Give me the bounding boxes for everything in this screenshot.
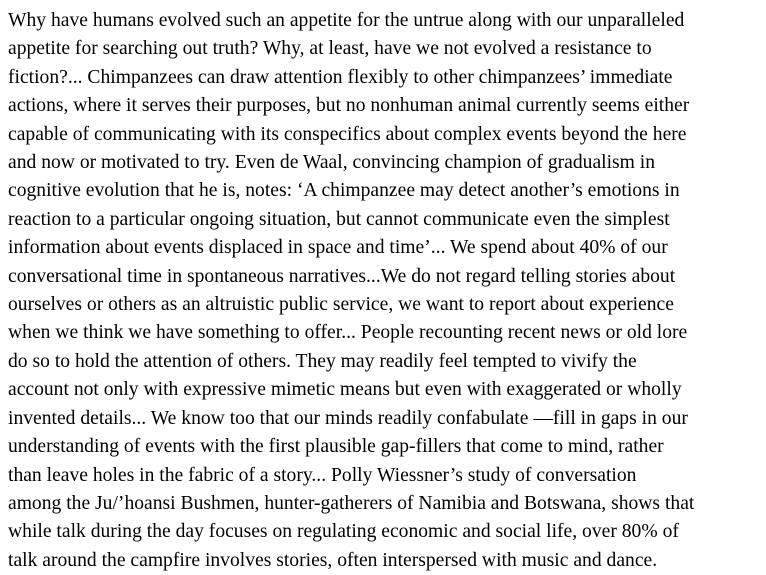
text-line-9: information about events displaced in space and time’... We spend about 40% of our <box>8 237 668 259</box>
text-line-3: fiction?... Chimpanzees can draw attention flexibly to other chimpanzees’ immediate <box>8 66 673 88</box>
text-line-10: conversational time in spontaneous narratives...We do not regard telling stories about <box>8 265 676 287</box>
text-line-16: understanding of events with the first plausible gap-fillers that come to mind, rather <box>8 436 664 458</box>
text-line-6: and now or motivated to try. Even de Waal, convincing champion of gradualism in <box>8 152 656 174</box>
text-line-2: appetite for searching out truth? Why, at least, have we not evolved a resistance to <box>8 38 652 60</box>
text-line-19: while talk during the day focuses on regulating economic and social life, over 80% of <box>8 521 679 543</box>
text-line-15: invented details... We know too that our minds readily confabulate —fill in gaps in our <box>8 407 688 429</box>
text-line-4: actions, where it serves their purposes, but no nonhuman animal currently seems either <box>8 95 690 117</box>
text-paragraph <box>8 7 760 575</box>
text-line-11: ourselves or others as an altruistic public service, we want to report about experience <box>8 294 674 316</box>
text-line-7: cognitive evolution that he is, notes: ‘A chimpanzee may detect another’s emotions in <box>8 180 680 202</box>
text-line-17: than leave holes in the fabric of a story... Polly Wiessner’s study of conversation <box>8 464 637 486</box>
text-line-1: Why have humans evolved such an appetite for the untrue along with our unparalleled <box>8 10 685 31</box>
text-line-5: capable of communicating with its conspecifics about complex events beyond the here <box>8 123 687 145</box>
text-line-12: when we think we have something to offer... People recounting recent news or old lore <box>8 322 688 344</box>
text-line-14: account not only with expressive mimetic means but even with exaggerated or wholly <box>8 379 682 401</box>
text-line-18: among the Ju/’hoansi Bushmen, hunter-gatherers of Namibia and Botswana, shows that <box>8 492 695 514</box>
text-line-13: do so to hold the attention of others. They may readily feel tempted to vivify the <box>8 350 637 372</box>
text-line-20: talk around the campfire involves stories, often interspersed with music and dance. <box>8 549 658 571</box>
text-line-8: reaction to a particular ongoing situation, but cannot communicate even the simplest <box>8 208 670 230</box>
